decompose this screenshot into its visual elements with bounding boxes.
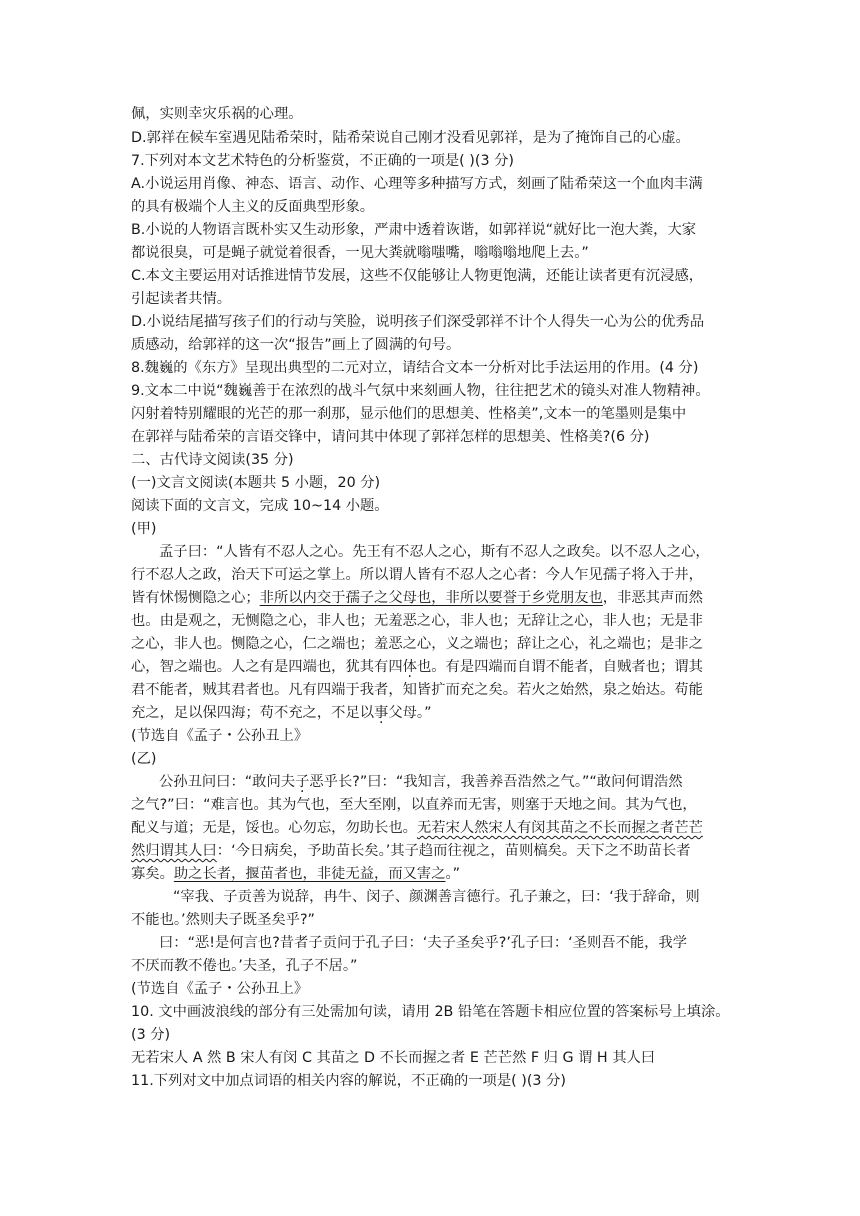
instruction-text: 阅读下面的文言文，完成 10~14 小题。 bbox=[131, 498, 389, 514]
option-7b: B.小说的人物语言既朴实又生动形象，严肃中透着诙谐，如郭祥说“就好比一泡大粪，大家 bbox=[131, 222, 697, 238]
dotted-word-shi: 事 bbox=[374, 705, 389, 721]
option-6d: D.郭祥在候车室遇见陆希荣时，陆希荣说自己刚才没看见郭祥，是为了掩饰自己的心虚。 bbox=[131, 130, 690, 146]
underlined-sentence: 非所以内交于孺子之父母也，非所以要誉于乡党朋友也 bbox=[259, 590, 603, 606]
passage-line bbox=[131, 817, 703, 839]
text-line: 闪射着特别耀眼的光芒的那一刹那，显示他们的思想美、性格美”,文本一的笔墨则是集中 bbox=[131, 406, 687, 422]
question-9: 9.文本二中说“魏巍善于在浓烈的战斗气氛中来刻画人物，往往把艺术的镜头对准人物精神。 bbox=[131, 383, 710, 399]
question-10: 10. 文中画波浪线的部分有三处需加句读，请用 2B 铅笔在答题卡相应位置的答案标号上填涂。 bbox=[131, 1004, 730, 1020]
text-span: 父母。” bbox=[388, 705, 432, 721]
text-line: 佩，实则幸灾乐祸的心理。 bbox=[131, 106, 303, 122]
passage-line: 君不能者，贼其君者也。凡有四端于我者，知皆扩而充之矣。若火之始然，泉之始达。苟能 bbox=[131, 682, 703, 698]
option-7d: D.小说结尾描写孩子们的行动与笑脸，说明孩子们深受郭祥不计个人得失一心为公的优秀品 bbox=[131, 314, 705, 330]
passage-line: 之气?”曰：“难言也。其为气也，至大至刚，以直养而无害，则塞于天地之间。其为气也， bbox=[131, 797, 697, 813]
section-heading: 二、古代诗文阅读(35 分) bbox=[131, 452, 294, 468]
dotted-word-zi: 子 bbox=[295, 774, 310, 790]
text-span: ：‘今日病矣，予助苗长矣。’其子趋而往视之，苗则槁矣。天下之不助苗长者 bbox=[216, 843, 691, 859]
text-span: 恶乎长?”曰：“我知言，我善养吾浩然之气。”“敢问何谓浩然 bbox=[309, 774, 683, 790]
subsection-heading: (一)文言文阅读(本题共 5 小题，20 分) bbox=[131, 475, 381, 491]
text-span: 充之，足以保四海；苟不充之，不足以 bbox=[131, 705, 375, 721]
text-span: 公孙丑问曰：“敢问夫 bbox=[159, 774, 296, 790]
text-line: 质感动，给郭祥的这一次“报告”画上了圆满的句号。 bbox=[131, 337, 461, 353]
passage-line: 曰：“恶!是何言也?昔者子贡问于孔子曰：‘夫子圣矣乎?’孔子曰：‘圣则吾不能，我学 bbox=[159, 935, 688, 951]
text-line: 在郭祥与陆希荣的言语交锋中，请问其中体现了郭祥怎样的思想美、性格美?(6 分) bbox=[131, 429, 650, 445]
underlined-sentence: 助之长者，揠苗者也，非徒无益，而又害之 bbox=[173, 866, 446, 882]
passage-line: 行不忍人之政，治天下可运之掌上。所以谓人皆有不忍人之心者：今人乍见孺子将入于井， bbox=[131, 567, 703, 583]
option-7a: A.小说运用肖像、神态、语言、动作、心理等多种描写方式，刻画了陆希荣这一个血肉丰满 bbox=[131, 176, 703, 192]
text-span: 心，智之端也。人之有是四端也，犹其有四 bbox=[131, 659, 403, 675]
passage-line: 孟子曰：“人皆有不忍人之心。先王有不忍人之心，斯有不忍人之政矣。以不忍人之心， bbox=[159, 544, 710, 560]
text-span: ，非恶其声而然 bbox=[602, 590, 703, 606]
passage-line bbox=[131, 587, 703, 609]
passage-line: 也。由是观之，无恻隐之心，非人也；无羞恶之心，非人也；无辞让之心，非人也；无是非 bbox=[131, 613, 703, 629]
dotted-word-ti: 体 bbox=[402, 659, 417, 675]
passage-line: “宰我、子贡善为说辞，冉牛、闵子、颜渊善言德行。孔子兼之，曰：‘我于辞命，则 bbox=[173, 889, 700, 905]
passage-line bbox=[131, 702, 432, 724]
question-11: 11.下列对文中加点词语的相关内容的解说，不正确的一项是( )(3 分) bbox=[131, 1073, 566, 1089]
passage-line: 之心，非人也。恻隐之心，仁之端也；羞恶之心，义之端也；辞让之心，礼之端也；是非之 bbox=[131, 636, 703, 652]
passage-line bbox=[131, 863, 460, 885]
text-span: 皆有怵惕恻隐之心； bbox=[131, 590, 260, 606]
text-line: 都说很臭，可是蝇子就觉着很香，一见大粪就嗡嗤嘴，嗡嗡嗡地爬上去。” bbox=[131, 245, 589, 261]
source-citation: (节选自《孟子・公孙丑上》 bbox=[131, 728, 309, 744]
source-citation: (节选自《孟子・公孙丑上》 bbox=[131, 981, 309, 997]
option-7c: C.本文主要运用对话推进情节发展，这些不仅能够让人物更饱满，还能让读者更有沉浸感， bbox=[131, 268, 704, 284]
passage-label-yi: (乙) bbox=[131, 751, 157, 767]
wavy-underlined-text: 然归谓其人曰 bbox=[131, 843, 217, 859]
question-7: 7.下列对本文艺术特色的分析鉴赏，不正确的一项是( )(3 分) bbox=[131, 153, 514, 169]
wavy-underlined-text: 无若宋人然宋人有闵其苗之不长而握之者芒芒 bbox=[416, 820, 703, 836]
passage-line: 不厌而教不倦也。’夫圣，孔子不居。” bbox=[131, 958, 358, 974]
text-span: 。” bbox=[445, 866, 461, 882]
passage-line: 不能也。’然则夫子既圣矣乎?” bbox=[131, 912, 315, 928]
text-line: 的具有极端个人主义的反面典型形象。 bbox=[131, 199, 375, 215]
text-line: 引起读者共情。 bbox=[131, 291, 232, 307]
passage-line bbox=[159, 771, 683, 793]
text-span: 寡矣。 bbox=[131, 866, 174, 882]
passage-line bbox=[131, 840, 691, 862]
passage-line bbox=[131, 656, 703, 678]
answer-choices: 无若宋人 A 然 B 宋人有闵 C 其苗之 D 不长而握之者 E 芒芒然 F 归 G 谓 H 其人曰 bbox=[131, 1050, 656, 1066]
text-span: 也。有是四端而自谓不能者，自贼者也；谓其 bbox=[416, 659, 703, 675]
passage-label-jia: (甲) bbox=[131, 521, 157, 537]
text-span: 配义与道；无是，馁也。心勿忘，勿助长也。 bbox=[131, 820, 417, 836]
text-line: (3 分) bbox=[131, 1027, 171, 1043]
question-8: 8.魏巍的《东方》呈现出典型的二元对立，请结合文本一分析对比手法运用的作用。(4 分) bbox=[131, 360, 699, 376]
